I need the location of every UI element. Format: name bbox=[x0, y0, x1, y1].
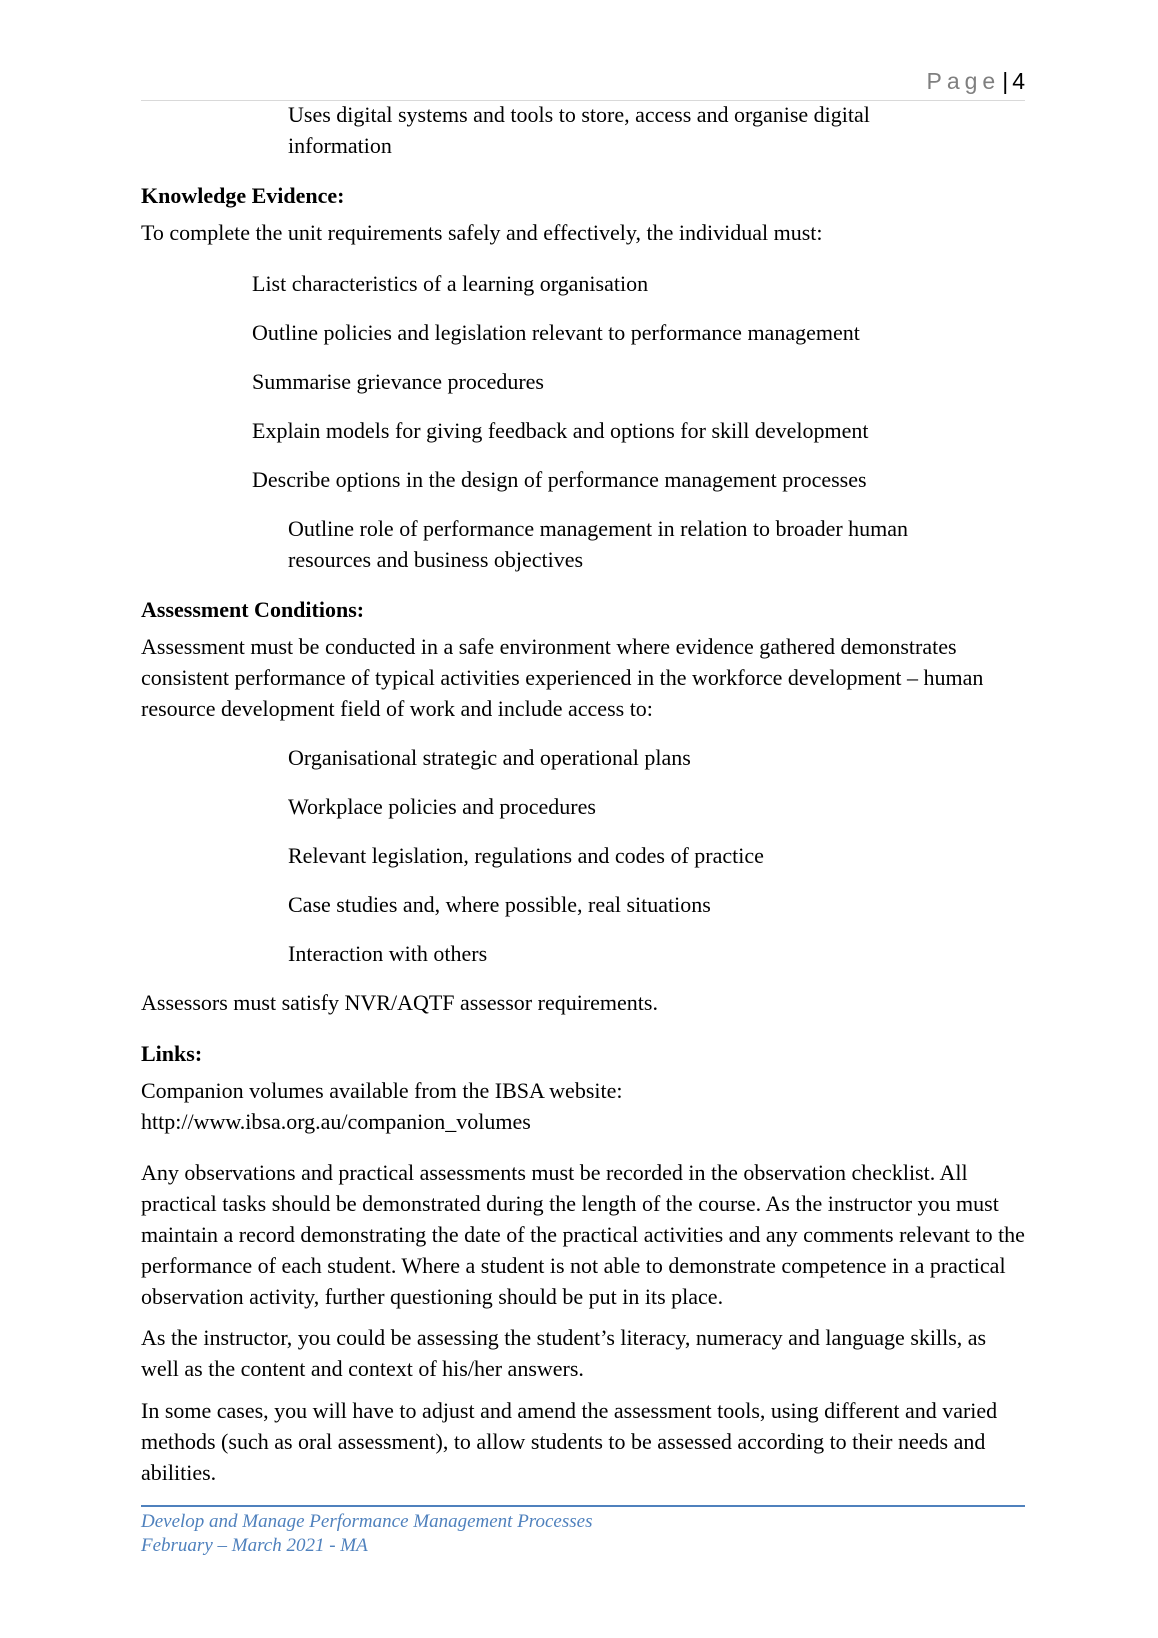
footer-date: February – March 2021 - MA bbox=[141, 1535, 368, 1556]
knowledge-item: List characteristics of a learning organisation bbox=[252, 271, 649, 296]
access-item: Case studies and, where possible, real situations bbox=[288, 892, 711, 917]
page-word: Page bbox=[926, 68, 1001, 94]
page-number: 4 bbox=[1012, 68, 1025, 94]
access-item: Workplace policies and procedures bbox=[288, 794, 596, 819]
page-header bbox=[141, 66, 1025, 101]
access-item: Relevant legislation, regulations and codes of practice bbox=[288, 843, 764, 868]
ibsa-link[interactable]: http://www.ibsa.org.au/companion_volumes bbox=[141, 1109, 531, 1134]
assessment-conditions-heading: Assessment Conditions: bbox=[141, 597, 365, 622]
adjust-tools-paragraph: In some cases, you will have to adjust and amend the assessment tools, using different and varied methods (such as oral assessment), to allow students to be assessed according to their needs and abilities. bbox=[141, 1398, 998, 1485]
assessors-requirement: Assessors must satisfy NVR/AQTF assessor requirements. bbox=[141, 990, 658, 1015]
footer-divider bbox=[141, 1505, 1025, 1507]
observations-paragraph: Any observations and practical assessments must be recorded in the observation checklist. All practical tasks should be demonstrated during the length of the course. As the instructor you must maintain a record demonstrating the date of the practical activities and any comments relevant to the performance of each student. Where a student is not able to demonstrate competence in a practical observation activity, further questioning should be put in its place. bbox=[141, 1160, 1025, 1309]
page-separator: | bbox=[1002, 68, 1009, 94]
footer-title: Develop and Manage Performance Management Processes bbox=[141, 1511, 593, 1532]
links-text: Companion volumes available from the IBSA website: bbox=[141, 1078, 623, 1103]
knowledge-item: Explain models for giving feedback and options for skill development bbox=[252, 418, 869, 443]
knowledge-item: Outline policies and legislation relevant to performance management bbox=[252, 320, 860, 345]
access-item: Organisational strategic and operational plans bbox=[288, 745, 691, 770]
instructor-paragraph: As the instructor, you could be assessing the student’s literacy, numeracy and language skills, as well as the content and context of his/her answers. bbox=[141, 1325, 987, 1381]
access-item: Interaction with others bbox=[288, 941, 488, 966]
knowledge-item-last: Outline role of performance management in relation to broader human resources and business objectives bbox=[288, 516, 909, 572]
page-number-label bbox=[927, 68, 1026, 95]
knowledge-item: Describe options in the design of performance management processes bbox=[252, 467, 867, 492]
knowledge-evidence-intro: To complete the unit requirements safely and effectively, the individual must: bbox=[141, 220, 823, 245]
page-footer bbox=[141, 1510, 592, 1558]
links-heading: Links: bbox=[141, 1041, 203, 1066]
knowledge-evidence-heading: Knowledge Evidence: bbox=[141, 183, 345, 208]
digital-systems-item: Uses digital systems and tools to store, access and organise digital information bbox=[288, 102, 870, 158]
knowledge-item: Summarise grievance procedures bbox=[252, 369, 544, 394]
assessment-conditions-intro: Assessment must be conducted in a safe environment where evidence gathered demonstrates consistent performance of typical activities experienced in the workforce development – human resource development field of work and include access to: bbox=[141, 634, 984, 721]
